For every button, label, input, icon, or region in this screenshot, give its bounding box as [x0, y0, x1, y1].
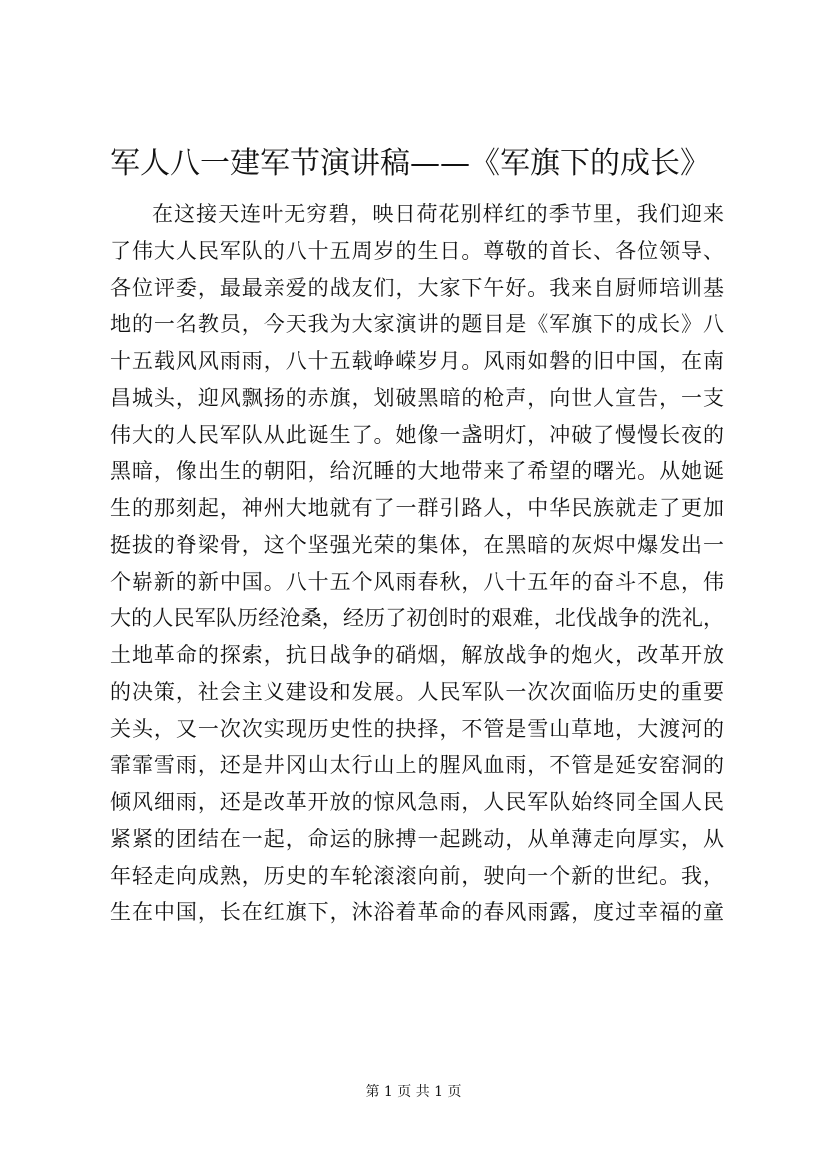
body-line: 年轻走向成熟，历史的车轮滚滚向前，驶向一个新的世纪。我， [110, 863, 724, 888]
body-line: 黑暗，像出生的朝阳，给沉睡的大地带来了希望的曙光。从她诞 [110, 459, 724, 484]
body-line: 的决策，社会主义建设和发展。人民军队一次次面临历史的重要 [110, 679, 724, 704]
body-line: 挺拔的脊梁骨，这个坚强光荣的集体，在黑暗的灰烬中爆发出一 [110, 532, 724, 557]
body-line: 在这接天连叶无穷碧，映日荷花别样红的季节里，我们迎来 [152, 202, 724, 226]
body-line: 伟大的人民军队从此诞生了。她像一盏明灯，冲破了慢慢长夜的 [110, 422, 724, 447]
body-line: 各位评委，最最亲爱的战友们，大家下午好。我来自厨师培训基 [110, 275, 724, 300]
body-line: 生的那刻起，神州大地就有了一群引路人，中华民族就走了更加 [110, 496, 724, 520]
body-line: 土地革命的探索，抗日战争的硝烟，解放战争的炮火，改革开放 [110, 643, 724, 667]
document-title: 军人八一建军节演讲稿——《军旗下的成长》 [110, 146, 710, 181]
body-line: 个崭新的新中国。八十五个风雨春秋，八十五年的奋斗不息，伟 [110, 569, 724, 594]
body-line: 关头，又一次次实现历史性的抉择，不管是雪山草地，大渡河的 [110, 716, 724, 741]
body-line: 了伟大人民军队的八十五周岁的生日。尊敬的首长、各位领导、 [110, 238, 724, 263]
body-line: 霏霏雪雨，还是井冈山太行山上的腥风血雨，不管是延安窑洞的 [110, 753, 724, 778]
page-footer: 第 1 页 共 1 页 [365, 1084, 462, 1100]
body-line: 昌城头，迎风飘扬的赤旗，划破黑暗的枪声，向世人宣告，一支 [110, 385, 724, 410]
body-line: 大的人民军队历经沧桑，经历了初创时的艰难，北伐战争的洗礼， [110, 606, 724, 631]
body-line: 倾风细雨，还是改革开放的惊风急雨，人民军队始终同全国人民 [110, 790, 724, 814]
body-line: 地的一名教员，今天我为大家演讲的题目是《军旗下的成长》八 [110, 312, 724, 337]
speech-body [110, 196, 724, 931]
body-line: 生在中国，长在红旗下，沐浴着革命的春风雨露，度过幸福的童 [110, 900, 724, 925]
body-line: 紧紧的团结在一起，命运的脉搏一起跳动，从单薄走向厚实，从 [110, 826, 724, 851]
body-line: 十五载风风雨雨，八十五载峥嵘岁月。风雨如磐的旧中国，在南 [110, 349, 724, 373]
